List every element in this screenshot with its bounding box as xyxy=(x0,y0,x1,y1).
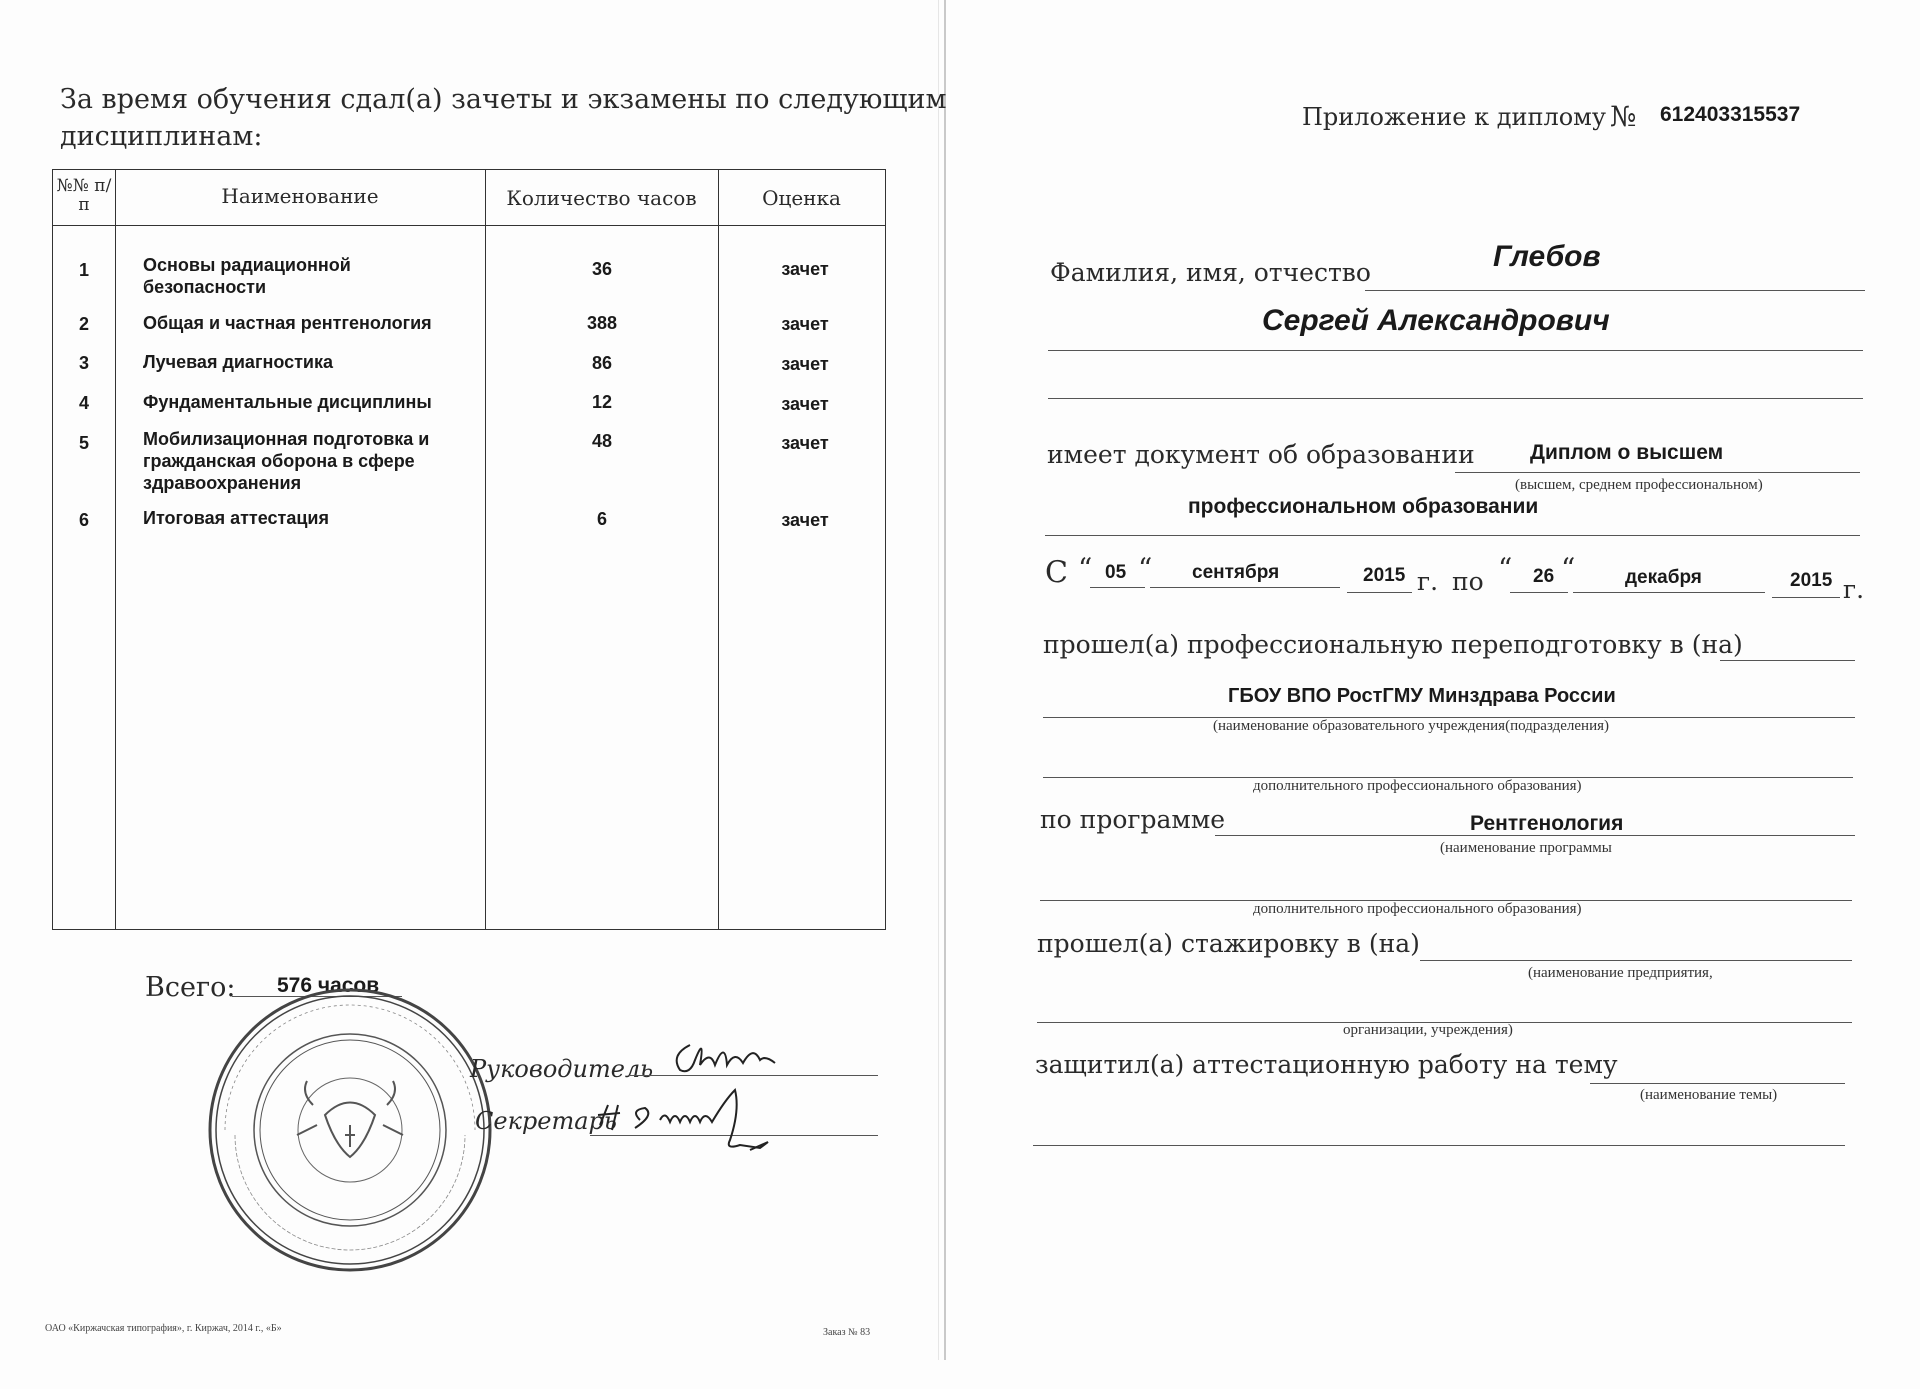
secretary-label: Секретарь xyxy=(475,1107,617,1135)
to-month: декабря xyxy=(1625,567,1702,588)
row-grade: зачет xyxy=(781,394,829,414)
row-name: Основы радиационной безопасности xyxy=(143,255,351,297)
year-suffix-2: г. xyxy=(1843,575,1865,604)
row-grade: зачет xyxy=(781,510,829,530)
row-grade: зачет xyxy=(781,433,829,453)
to-label: по xyxy=(1452,567,1484,596)
institution-hint: (наименование образовательного учреждения(подразделения) xyxy=(1213,718,1609,734)
edu-doc-value-1: Диплом о высшем xyxy=(1530,441,1724,464)
dpo-hint-1: дополнительного профессионального образования) xyxy=(1253,778,1582,794)
name-patronymic: Сергей Александрович xyxy=(1262,304,1610,337)
from-year-line xyxy=(1347,592,1412,593)
appendix-label: Приложение к диплому xyxy=(1302,103,1606,131)
row-grade: зачет xyxy=(781,314,829,334)
edu-doc-value-2: профессиональном образовании xyxy=(1188,495,1539,518)
number-sign: № xyxy=(1610,100,1637,133)
year-suffix: г. xyxy=(1417,567,1439,596)
from-day: 05 xyxy=(1105,562,1127,583)
diploma-number: 612403315537 xyxy=(1660,103,1801,126)
table-divider xyxy=(485,170,486,929)
table-divider xyxy=(718,170,719,929)
row-number: 1 xyxy=(78,260,89,280)
retrain-label: прошел(а) профессиональную переподготовку в (на) xyxy=(1043,630,1743,659)
row-hours: 48 xyxy=(591,431,613,451)
row-hours: 388 xyxy=(586,313,618,333)
internship-hint-2: организации, учреждения) xyxy=(1343,1022,1513,1038)
row-hours: 12 xyxy=(591,392,613,412)
row-number: 6 xyxy=(78,510,89,530)
thesis-hint: (наименование темы) xyxy=(1640,1087,1778,1103)
row-name: Итоговая аттестация xyxy=(143,508,329,528)
from-month-line xyxy=(1150,587,1340,588)
row-name: Общая и частная рентгенология xyxy=(143,313,432,333)
row-number: 5 xyxy=(78,433,89,453)
table-divider xyxy=(115,170,116,929)
fio-line-3 xyxy=(1048,398,1863,399)
header-hours: Количество часов xyxy=(506,186,697,210)
total-value: 576 часов xyxy=(277,974,380,997)
row-number: 3 xyxy=(78,353,89,373)
quote-open-2: “ xyxy=(1498,552,1513,585)
header-grade: Оценка xyxy=(762,186,841,210)
program-label: по программе xyxy=(1040,805,1226,834)
edu-doc-line-2 xyxy=(1045,535,1860,536)
fio-line-2 xyxy=(1048,350,1863,351)
institution: ГБОУ ВПО РостГМУ Минздрава России xyxy=(1228,685,1616,707)
edu-doc-line-1 xyxy=(1455,472,1860,473)
head-signature xyxy=(665,1025,785,1080)
header-name: Наименование xyxy=(221,184,379,208)
to-day: 26 xyxy=(1533,566,1555,587)
row-hours: 6 xyxy=(596,509,607,529)
from-label: С xyxy=(1045,555,1068,590)
to-month-line xyxy=(1573,592,1765,593)
printer-info: ОАО «Киржачская типография», г. Киржач, 2014 г., «Б» xyxy=(45,1323,282,1334)
head-label: Руководитель xyxy=(470,1055,654,1083)
surname: Глебов xyxy=(1493,240,1601,273)
header-number: №№ п/п xyxy=(56,176,112,215)
edu-doc-hint: (высшем, среднем профессиональном) xyxy=(1515,477,1763,493)
program-value: Рентгенология xyxy=(1470,812,1624,835)
official-seal xyxy=(205,985,495,1275)
row-name: Лучевая диагностика xyxy=(143,352,333,372)
row-number: 2 xyxy=(78,314,89,334)
secretary-signature xyxy=(590,1080,830,1160)
row-grade: зачет xyxy=(781,354,829,374)
row-name: Мобилизационная подготовка и гражданская оборона в сфере здравоохранения xyxy=(143,429,430,493)
quote-open: “ xyxy=(1078,552,1093,585)
quote-close: “ xyxy=(1138,552,1153,585)
row-hours: 36 xyxy=(591,259,613,279)
program-hint: (наименование программы xyxy=(1440,840,1612,856)
to-year: 2015 xyxy=(1790,570,1833,591)
retrain-line-1 xyxy=(1720,660,1855,661)
internship-hint-1: (наименование предприятия, xyxy=(1528,965,1713,981)
fio-label: Фамилия, имя, отчество xyxy=(1050,258,1371,287)
intro-text-line2: дисциплинам: xyxy=(60,121,263,152)
internship-line-1 xyxy=(1420,960,1852,961)
row-grade: зачет xyxy=(781,259,829,279)
dpo-hint-2: дополнительного профессионального образования) xyxy=(1253,901,1582,917)
from-day-line xyxy=(1090,587,1145,588)
thesis-line-1 xyxy=(1590,1083,1845,1084)
thesis-label: защитил(а) аттестационную работу на тему xyxy=(1035,1050,1618,1079)
from-month: сентября xyxy=(1192,562,1280,583)
row-number: 4 xyxy=(78,393,89,413)
page-edge xyxy=(938,0,939,1360)
disciplines-table xyxy=(52,169,886,930)
table-header-divider xyxy=(53,225,885,226)
row-name: Фундаментальные дисциплины xyxy=(143,392,432,412)
thesis-line-2 xyxy=(1033,1145,1845,1146)
to-day-line xyxy=(1510,592,1568,593)
quote-close-2: “ xyxy=(1561,552,1576,585)
internship-label: прошел(а) стажировку в (на) xyxy=(1037,929,1420,958)
intro-text-line1: За время обучения сдал(а) зачеты и экзамены по следующим xyxy=(60,84,947,115)
to-year-line xyxy=(1772,597,1840,598)
total-label: Всего: xyxy=(145,972,236,1003)
row-hours: 86 xyxy=(591,353,613,373)
order-number: Заказ № 83 xyxy=(823,1327,871,1338)
edu-doc-label: имеет документ об образовании xyxy=(1047,440,1475,469)
page-fold xyxy=(944,0,946,1360)
fio-line-1 xyxy=(1365,290,1865,291)
from-year: 2015 xyxy=(1363,565,1406,586)
